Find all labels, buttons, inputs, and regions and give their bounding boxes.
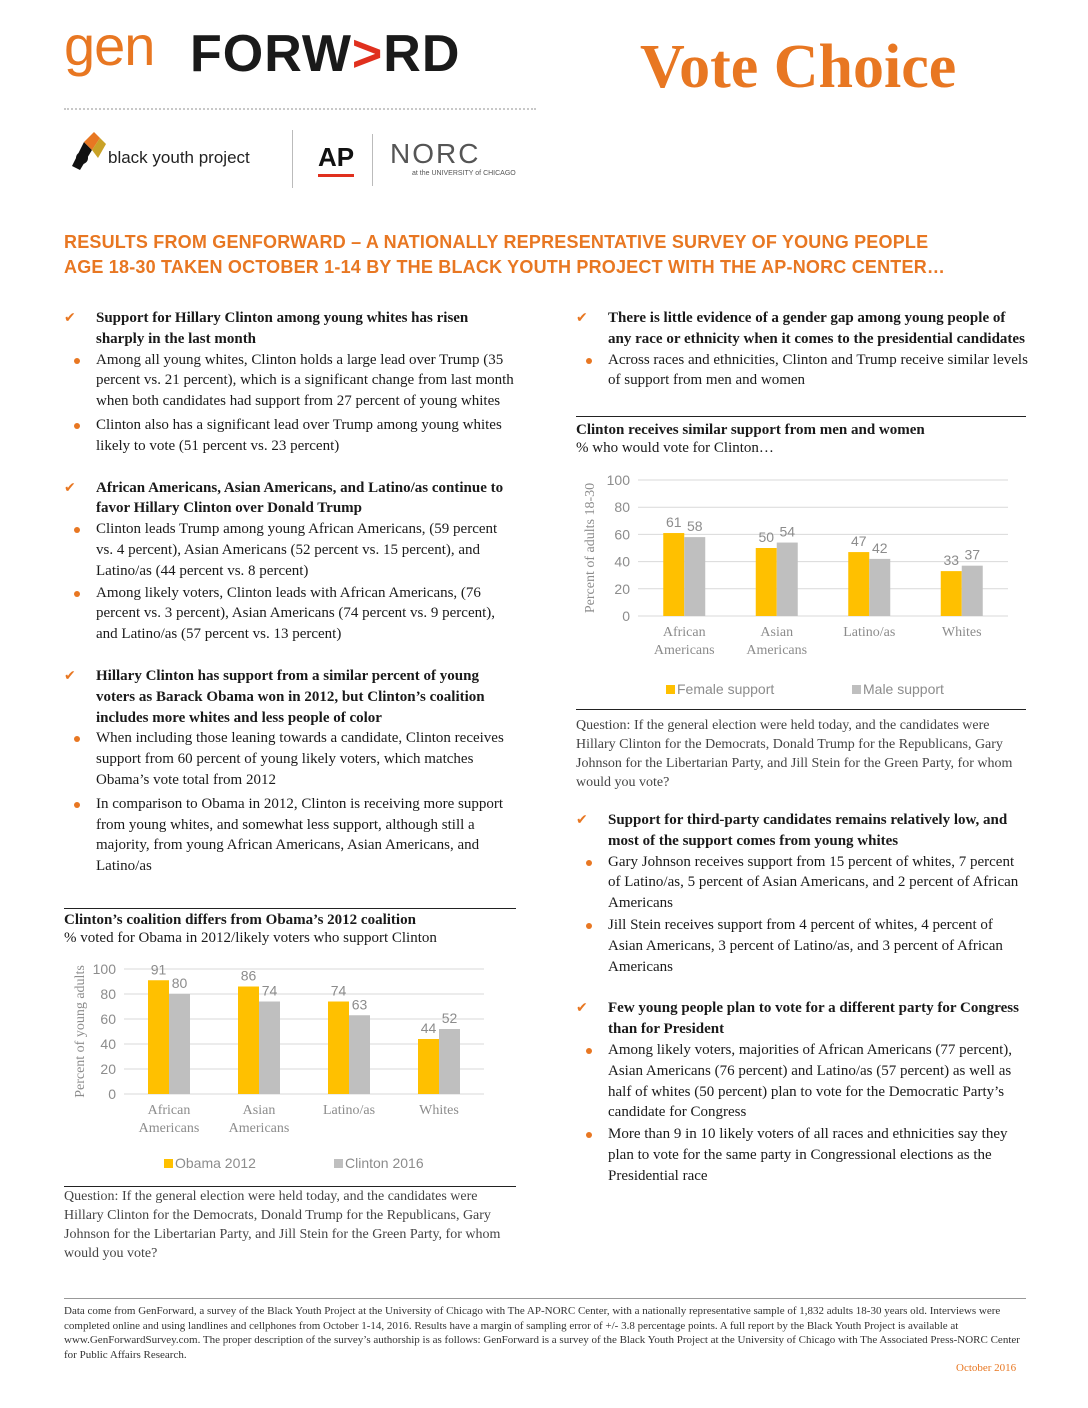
data-label: 50	[758, 529, 775, 545]
chart-top-rule	[576, 416, 1026, 417]
chart-bar	[848, 552, 869, 616]
y-tick-label: 40	[614, 553, 630, 570]
banner-line: AGE 18-30 TAKEN OCTOBER 1-14 BY THE BLACK YOUTH PROJECT WITH THE AP-NORC CENTER…	[64, 257, 946, 277]
x-tick-label: African	[147, 1103, 191, 1118]
coalition-bar-chart	[64, 950, 516, 1185]
bullet-icon	[74, 358, 80, 364]
x-tick-label: Asian	[242, 1103, 276, 1118]
finding-section	[576, 308, 1030, 350]
list-item	[64, 728, 516, 790]
checkmark-icon: ✔	[576, 1000, 588, 1017]
chart-title: Clinton’s coalition differs from Obama’s 2012 coalition	[64, 912, 416, 928]
bullet-text: Among likely voters, majorities of African Americans (77 percent), Asian Americans (76 percent) and Latino/as (57 percent) as well as half of whites (50 percent) plan to vote for the Democratic Party’s candidate for Congress	[608, 1041, 1013, 1121]
footer-date: October 2016	[956, 1362, 1017, 1374]
y-tick-label: 80	[614, 499, 630, 516]
x-tick-label: African	[662, 625, 706, 640]
chart-bar	[148, 980, 169, 1094]
chart-bottom-rule	[576, 709, 1026, 710]
bullet-text: Jill Stein receives support from 4 percent of whites, 4 percent of Asian Americans, 3 percent of Latino/as, and 3 percent of African Americans	[608, 916, 1003, 975]
y-tick-label: 0	[622, 608, 630, 624]
chart-top-rule	[64, 908, 516, 909]
chart-bar	[328, 1002, 349, 1095]
chart-header	[64, 911, 516, 948]
finding-section	[64, 478, 516, 520]
logo-divider	[292, 130, 293, 188]
gender-bar-chart	[576, 462, 1026, 708]
dotted-divider	[64, 108, 536, 110]
bullet-text: Gary Johnson receives support from 15 percent of whites, 7 percent of Latino/as, 5 percent of Asian Americans, and 2 percent of African Americans	[608, 853, 1019, 912]
chart-bar	[349, 1015, 370, 1094]
chart-bar	[259, 1002, 280, 1095]
list-item	[576, 852, 1030, 914]
legend-swatch	[334, 1159, 343, 1168]
data-label: 37	[964, 546, 981, 563]
data-label: 74	[261, 982, 278, 999]
finding-heading: Few young people plan to vote for a different party for Congress than for President	[608, 1000, 1019, 1038]
logo-arrow: >	[351, 25, 384, 83]
y-tick-label: 100	[92, 961, 116, 977]
bullet-text: Clinton leads Trump among young African Americans, (59 percent vs. 4 percent), Asian Americans (52 percent vs. 15 percent), and Latino/as (44 percent vs. 8 percent)	[96, 521, 498, 579]
bullet-icon	[74, 736, 80, 742]
list-item	[576, 350, 1030, 392]
finding-section	[576, 810, 1030, 852]
genforward-logo-gen: gen	[64, 14, 155, 77]
x-tick-label: Americans	[228, 1121, 290, 1136]
bullet-icon	[586, 1048, 592, 1054]
bullet-icon	[586, 860, 592, 866]
footer-rule	[64, 1298, 1026, 1299]
x-tick-label: Americans	[138, 1121, 200, 1136]
x-tick-label: Americans	[746, 643, 808, 658]
finding-section	[64, 308, 516, 350]
black-youth-project-logo-icon	[66, 128, 110, 172]
checkmark-icon: ✔	[64, 479, 76, 496]
y-tick-label: 60	[614, 526, 630, 543]
bullet-text: Among all young whites, Clinton holds a large lead over Trump (35 percent vs. 21 percent), which is a significant change from last month when both candidates had support from 27 percent of young whites	[96, 351, 514, 410]
bullet-text: More than 9 in 10 likely voters of all races and ethnicities say they plan to vote for the same party in Congressional elections as the Presidential race	[608, 1126, 1008, 1184]
list-item	[64, 794, 516, 877]
legend-swatch	[852, 685, 861, 694]
data-label: 80	[171, 975, 188, 991]
x-tick-label: Whites	[419, 1103, 459, 1118]
finding-heading: Hillary Clinton has support from a similar percent of young voters as Barack Obama won in 2012, but Clinton’s coalition includes more whites and less people of color	[96, 667, 485, 726]
logo-divider	[372, 134, 373, 186]
checkmark-icon: ✔	[64, 310, 76, 326]
data-label: 52	[441, 1010, 458, 1026]
chart-bar	[418, 1039, 439, 1094]
data-label: 44	[420, 1020, 437, 1036]
bullet-text: Clinton also has a significant lead over Trump among young whites likely to vote (51 percent vs. 23 percent)	[96, 416, 502, 454]
chart-title: Clinton receives similar support from men and women	[576, 422, 925, 438]
legend-swatch	[164, 1159, 173, 1168]
legend-label: Clinton 2016	[345, 1155, 424, 1171]
chart-bar	[169, 994, 190, 1094]
finding-heading: There is little evidence of a gender gap among young people of any race or ethnicity when it comes to the presidential candidates	[608, 310, 1025, 347]
finding-section	[64, 666, 516, 728]
y-tick-label: 80	[100, 986, 116, 1002]
bullet-icon	[586, 1132, 592, 1138]
legend-label: Female support	[677, 681, 775, 697]
y-tick-label: 20	[100, 1061, 116, 1077]
finding-heading: African Americans, Asian Americans, and Latino/as continue to favor Hillary Clinton over Donald Trump	[96, 479, 504, 517]
footnote: Data come from GenForward, a survey of the Black Youth Project at the University of Chicago with The AP-NORC Center, with a nationally representative sample of 1,832 adults 18-30 years old. Interviews were completed online and using landlines and cellphones from October 1-14, 2016. Results have a margin of sampling error of +/- 3.8 percentage points. A full report by the Black Youth Project is available at www.GenForwardSurvey.com. The proper description of the survey’s authorship is as follows: GenForward is a survey of the Black Youth Project at the University of Chicago with The Associated Press-NORC Center for Public Affairs Research.	[64, 1305, 1020, 1361]
legend-label: Male support	[863, 681, 944, 697]
data-label: 42	[871, 539, 888, 556]
list-item	[64, 519, 516, 581]
chart-bar	[962, 566, 983, 616]
bullet-text: In comparison to Obama in 2012, Clinton is receiving more support from young whites, and somewhat less support, although still a majority, from young African Americans, Asian Americans, and Latino/as	[96, 795, 504, 875]
x-tick-label: Whites	[941, 625, 982, 640]
data-label: 91	[150, 961, 167, 978]
ap-logo: AP	[318, 142, 355, 172]
y-axis-label: Percent of young adults	[73, 965, 88, 1098]
legend-swatch	[666, 685, 675, 694]
logo-forward-part: RD	[383, 25, 461, 83]
data-label: 58	[686, 518, 703, 535]
bullet-icon	[74, 802, 80, 808]
survey-question: Question: If the general election were held today, and the candidates were Hillary Clinton for the Democrats, Donald Trump for the Republicans, Gary Johnson for the Libertarian Party, and Jill Stein for the Green Party, for whom would you vote?	[576, 718, 1013, 790]
page-header	[0, 0, 1088, 200]
y-tick-label: 0	[108, 1086, 116, 1102]
checkmark-icon: ✔	[576, 310, 588, 326]
bullet-icon	[74, 527, 80, 533]
bullet-icon	[586, 923, 592, 929]
list-item	[64, 583, 516, 645]
data-label: 33	[943, 552, 960, 569]
norc-logo-subtitle: at the UNIVERSITY of CHICAGO	[412, 170, 516, 177]
list-item	[576, 915, 1030, 977]
norc-logo: NORC	[390, 138, 481, 169]
banner-line: RESULTS FROM GENFORWARD – A NATIONALLY REPRESENTATIVE SURVEY OF YOUNG PEOPLE	[64, 232, 929, 252]
x-tick-label: Asian	[760, 625, 794, 640]
data-label: 74	[330, 982, 347, 999]
ap-logo-bar	[318, 174, 354, 177]
x-tick-label: Latino/as	[843, 625, 896, 640]
x-tick-label: Americans	[653, 643, 715, 658]
legend-label: Obama 2012	[175, 1155, 256, 1171]
bullet-text: When including those leaning towards a candidate, Clinton receives support from 60 percent of young likely voters, which matches Obama’s vote total from 2012	[96, 730, 504, 788]
checkmark-icon: ✔	[64, 667, 76, 684]
logo-forward-part: FORW	[190, 25, 352, 83]
survey-question: Question: If the general election were held today, and the candidates were Hillary Clinton for the Democrats, Donald Trump for the Republicans, Gary Johnson for the Libertarian Party, and Jill Stein for the Green Party, for whom would you vote?	[64, 1189, 501, 1261]
chart-bar	[439, 1029, 460, 1094]
genforward-logo-forward	[190, 25, 461, 83]
data-label: 63	[351, 996, 368, 1013]
list-item	[64, 350, 516, 412]
chart-bar	[941, 571, 962, 616]
page-title: Vote Choice	[640, 33, 957, 101]
bullet-text: Among likely voters, Clinton leads with African Americans, (76 percent vs. 3 percent), Asian Americans (74 percent vs. 9 percent), and Latino/as (57 percent vs. 13 percent)	[96, 584, 496, 643]
bullet-text: Across races and ethnicities, Clinton and Trump receive similar levels of support from men and women	[608, 351, 1028, 389]
data-label: 54	[779, 523, 796, 540]
chart-bar	[663, 533, 684, 616]
data-label: 61	[665, 514, 682, 531]
finding-section	[576, 998, 1030, 1040]
list-item	[576, 1124, 1030, 1186]
chart-subtitle: % who would vote for Clinton…	[576, 440, 774, 456]
y-tick-label: 20	[614, 580, 630, 597]
finding-heading: Support for Hillary Clinton among young whites has risen sharply in the last month	[96, 310, 469, 347]
list-item	[576, 1040, 1030, 1123]
x-tick-label: Latino/as	[322, 1103, 376, 1118]
data-label: 47	[850, 533, 867, 550]
left-column	[64, 308, 516, 877]
chart-bar	[869, 559, 890, 616]
chart-bar	[777, 543, 798, 616]
bullet-icon	[74, 423, 80, 429]
black-youth-project-label: black youth project	[108, 148, 250, 167]
right-column	[576, 308, 1030, 391]
checkmark-icon: ✔	[576, 812, 588, 828]
bullet-icon	[586, 358, 592, 364]
chart-bar	[684, 537, 705, 616]
data-label: 86	[240, 967, 257, 984]
right-column-lower	[576, 810, 1030, 1187]
y-tick-label: 40	[100, 1036, 116, 1052]
chart-subtitle: % voted for Obama in 2012/likely voters who support Clinton	[64, 930, 437, 946]
y-tick-label: 100	[606, 472, 630, 488]
chart-header	[576, 421, 1026, 458]
results-banner	[64, 230, 1024, 280]
bullet-icon	[74, 591, 80, 597]
list-item	[64, 415, 516, 457]
y-tick-label: 60	[100, 1011, 116, 1027]
y-axis-label: Percent of adults 18-30	[583, 482, 598, 614]
chart-bar	[238, 987, 259, 1095]
finding-heading: Support for third-party candidates remains relatively low, and most of the support comes from young whites	[608, 812, 1008, 849]
chart-bar	[756, 548, 777, 616]
